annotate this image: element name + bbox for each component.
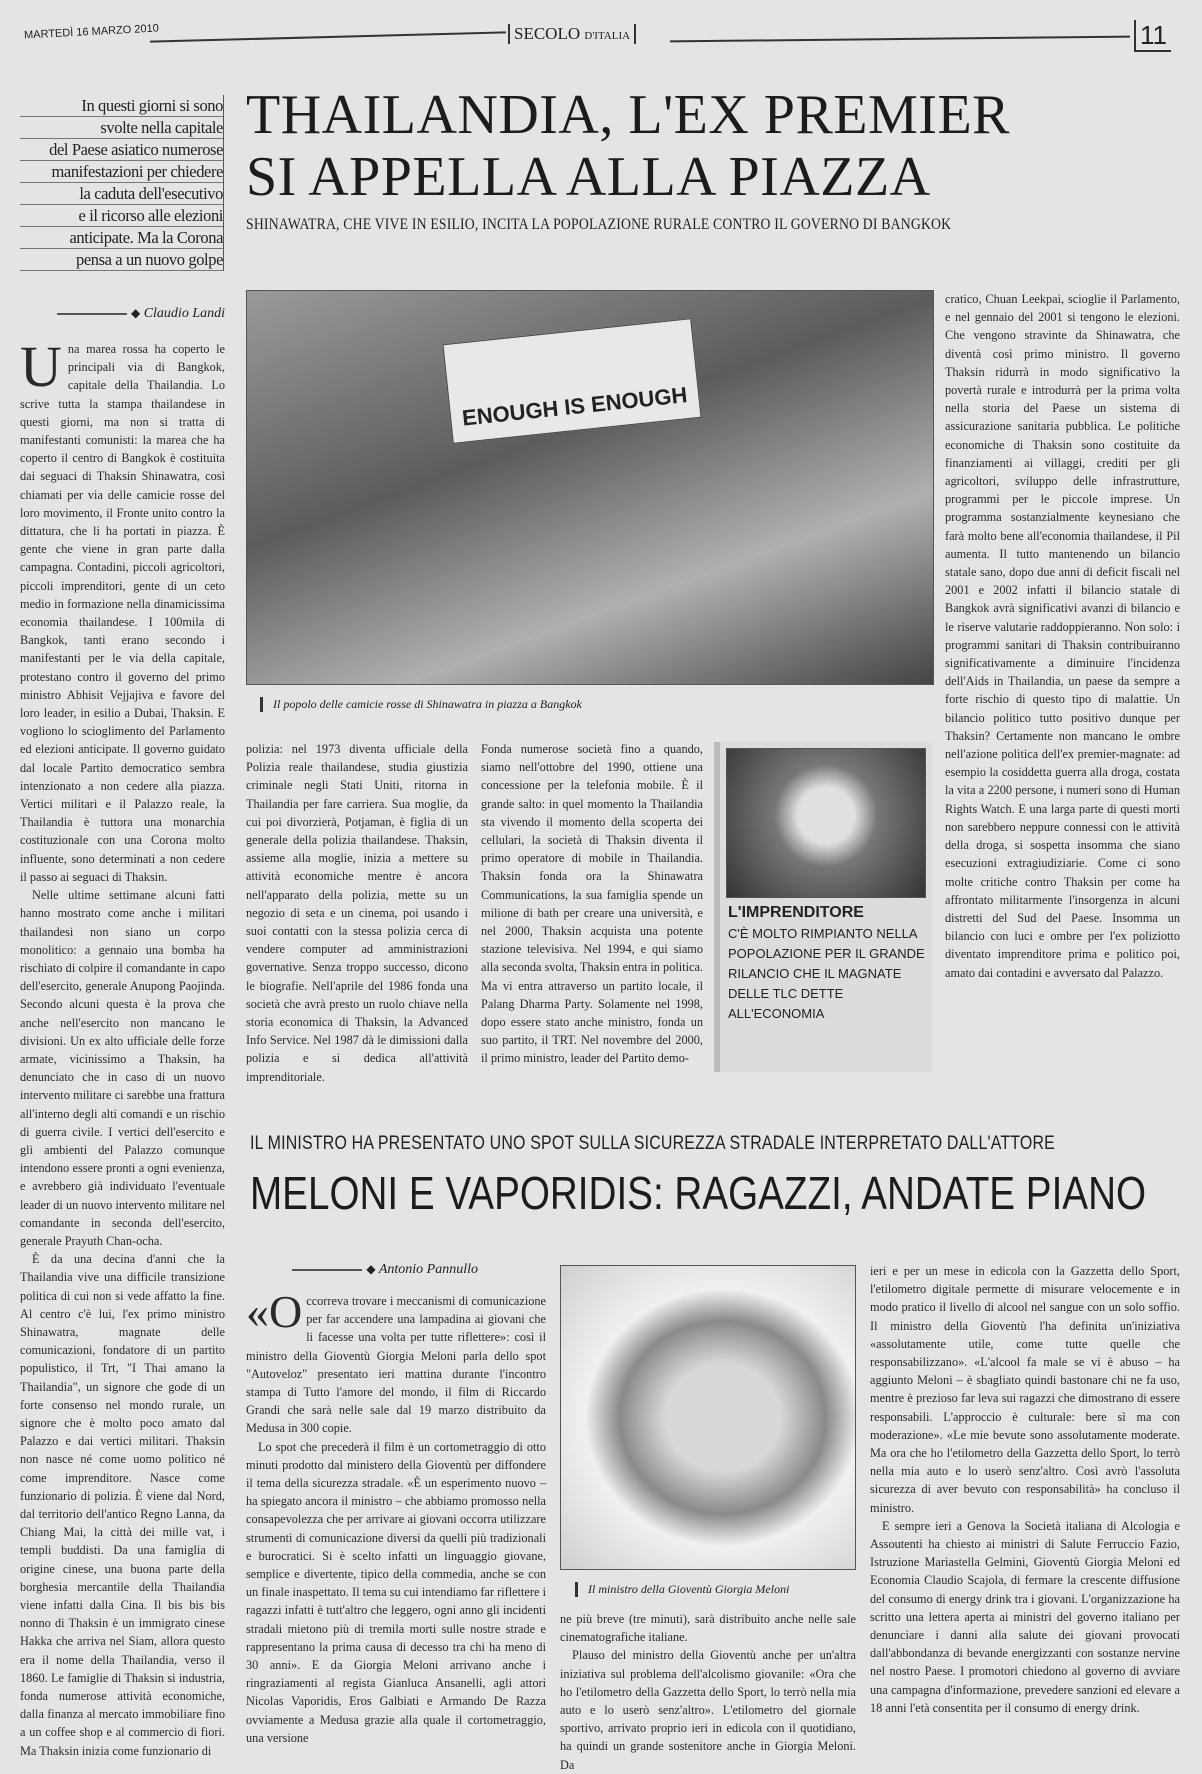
paragraph: polizia: nel 1973 diventa ufficiale della Polizia reale thailandese, studia giustizia criminale negli Stati Uniti, ritorna in Thailandia per fare carriera. Sua moglie, da cui poi divorzierà, Potjaman, è figlia di un generale della polizia thailandese. Thaksin, assieme alla moglie, inizia a mettere su attività economiche mentre è ancora nell'apparato della polizia, mette su un negozio di seta e un cinema, poi usando i suoi contatti con la stessa polizia cerca di vendere computer ad amministrazioni governative. Senza troppo successo, dicono le biografie. Nell'aprile del 1986 fonda una società che avrà presto un ruolo chiave nella storia economica di Thaksin, la Advanced Info Service. Nel 1987 dà le dimissioni dalla polizia e si dedica all'attività imprenditoriale. [246,742,468,1084]
header-rule-left [150,31,506,42]
author-name: Claudio Landi [143,306,225,321]
article-column-1 [20,334,225,1758]
drop-cap: U [20,334,62,399]
box-text: C'È MOLTO RIMPIANTO NELLA POPOLAZIONE PER IL GRANDE RILANCIO CHE IL MAGNATE DELLE TLC DETTE ALL'ECONOMIA [728,926,925,1021]
sidebar-box [714,742,932,1072]
article2-column-1 [246,1286,546,1747]
subtitle: SHINAWATRA, CHE VIVE IN ESILIO, INCITA LA POPOLAZIONE RURALE CONTRO IL GOVERNO DI BANGKOK [246,216,952,233]
minister-photo [560,1265,856,1570]
headline-line: SI APPELLA ALLA PIAZZA [246,146,931,208]
headline [246,84,1010,208]
sign-text: ENOUGH IS ENOUGH [460,382,689,431]
paragraph: Plauso del ministro della Gioventù anche per un'altra iniziativa sul problema dell'alcolismo giovanile: «Ora che ho l'etilometro della Gazzetta dello Sport, lo terrò nella mia auto e lo userò senz'altro». L'etilometro del giornale sportivo, arrivato proprio ieri in edicola con il quotidiano, ha quindi un grande sostenitore anche in Giorgia Meloni. Da [560,1648,856,1772]
paragraph: cratico, Chuan Leekpai, scioglie il Parlamento, e nel gennaio del 2001 si tengono le elezioni. Che vengono stravinte da Shinawatra, che diventà così primo ministro. Il governo Thaksin ridurrà in modo significativo la povertà rurale e introdurrà per la prima volta nella storia del Paese un sistema di assicurazione sanitaria pubblica. Le politiche economiche di Thaksin sono costituite da finanziamenti ai villaggi, crediti per gli agricoltori, sviluppo delle infrastrutture, programmi per le piccole imprese. Un programma sostanzialmente keynesiano che farà molto bene all'economia thailandese, il Pil aumenta. Il tutto mantenendo un bilancio statale sano, dopo due anni di deficit fiscali nel 2001 e 2002 infatti il bilancio statale di Bangkok avrà significativi avanzi di bilancio e le riserve valutarie raddoppieranno. Non solo: i programmi sanitari di Thaksin contribuiranno significativamente a diminuire l'incidenza dell'Aids in Thailandia, un paese da sempre a forte rischio di questo tipo di malattie. Un bilancio politico tutto positivo dunque per Thaksin? Certamente non mancano le ombre nell'azione politica dell'ex premier-magnate: ad esempio la cosiddetta guerra alla droga, costata la vita a 2200 persone, i numeri sono di Human Rights Watch. E una larga parte di questi morti non sarebbero neppure connessi con le attività della droga, si sospetta insomma che siano esecuzioni extragiudiziarie. Come ci sono molte critiche contro Thaksin per come ha affrontato militarmente l'insorgenza in alcuni distretti del Sud del Paese. Insomma un bilancio con luci e ombre per l'ex poliziotto diventato imprenditore prima e politico poi, amato dai contadini e avversato dal Palazzo. [945,292,1180,980]
article-deck [20,95,224,271]
newspaper-name [508,24,636,44]
paragraph: Lo spot che precederà il film è un cortometraggio di otto minuti prodotto dal ministero della Gioventù per diffondere il tema della sicurezza stradale. «È un esperimento nuovo – ha spiegato ancora il ministro – che abbiamo promosso nella consapevolezza che per arrivare ai giovani occorra utilizzare strumenti di comunicazione diversi da quelli più tradizionali e burocratici. Si è scelto infatti un linguaggio giovane, semplice e divertente, tipico della commedia, anche se con un finale inaspettato. Il tema su cui intendiamo far riflettere i ragazzi infatti è tutt'altro che leggero, ogni anno gli incidenti stradali mietono più di tremila morti sulle nostre strade e rappresentano la prima causa di decesso tra chi ha meno di 30 anni». E da Giorgia Meloni arrivano anche i ringraziamenti al regista Gianluca Ansanelli, agli attori Nicolas Vaporidis, Eros Galbiati e Armando De Razza ovviamente a Medusa grazie alla quale il cortometraggio, una versione [246,1439,546,1745]
photo-caption: Il ministro della Gioventù Giorgia Meloni [575,1582,865,1597]
article2-kicker: IL MINISTRO HA PRESENTATO UNO SPOT SULLA SICUREZZA STRADALE INTERPRETATO DALL'ATTORE [250,1133,1055,1154]
protest-photo [246,290,934,685]
article2-headline: MELONI E VAPORIDIS: RAGAZZI, ANDATE PIANO [250,1167,1147,1219]
article-column-3 [481,740,703,1105]
paragraph: ccorreva trovare i meccanismi di comunicazione per far accendere una lampadina ai giovani che li facesse una volta per tutte riflettere»: così il ministro della Gioventù Giorgia Meloni parla dello spot "Autoveloz" presentato ieri mattina durante l'incontro stampa di Tutto l'amore del mondo, il film di Riccardo Grandi che sarà nelle sale dal 19 marzo distribuito da Medusa in 300 copie. [246,1294,546,1436]
paragraph: na marea rossa ha coperto le principali via di Bangkok, capitale della Thailandia. Lo scrive tutta la stampa thailandese in questi giorni, ma non si tratta di manifestanti comunisti: la marea che ha coperto il centro di Bangkok è costituita dai seguaci di Thaksin Shinawatra, così chiamati per via delle camicie rosse del loro movimento, il Fronte unito contro la dittatura, che li ha portati in piazza. È gente che viene in gran parte dalla campagna. Contadini, piccoli agricoltori, piccoli imprenditori, gente di un ceto medio in formazione nella dinamicissima economia thailandese. I 100mila di Bangkok, tanti erano secondo i manifestanti per le via della capitale, protestano contro il governo del primo ministro Abhisit Vejjajiva e favore del loro leader, in esilio a Dubai, Thaksin. E vogliono lo scioglimento del Parlamento ed elezioni anticipate. Il governo guidato dal locale Partito democratico sembra intenzionato a non cedere alla piazza. Vertici militari e il Palazzo reale, la Thailandia è tuttora una monarchia costituzionale con una Corona molto influente, sono determinati a non cedere il passo ai seguaci di Thaksin. [20,342,225,884]
deck-line: anticipate. Ma la Corona [20,227,223,249]
portrait-photo [726,748,926,898]
article-column-2 [246,740,468,1105]
paragraph: ne più breve (tre minuti), sarà distribuito anche nelle sale cinematografiche italiane. [560,1612,856,1645]
deck-line: svolte nella capitale [20,117,223,139]
headline-line: THAILANDIA, L'EX PREMIER [246,84,1011,146]
article2-column-2 [560,1610,856,1772]
deck-line: e il ricorso alle elezioni [20,205,223,227]
page-number: 11 [1134,20,1171,52]
photo-caption: Il popolo delle camicie rosse di Shinawatra in piazza a Bangkok [260,697,860,712]
deck-line: pensa a un nuovo golpe [20,249,223,271]
paper-name-small: D'ITALIA [584,30,631,42]
deck-line: In questi giorni si sono [20,95,223,117]
article-column-4 [945,290,1180,1105]
issue-date: MARTEDÌ 16 MARZO 2010 [23,22,160,42]
paragraph: ieri e per un mese in edicola con la Gazzetta dello Sport, l'etilometro digitale permette di misurare velocemente e in modo pratico il livello di alcool nel sangue con un solo soffio. Il ministro della Gioventù l'ha definita un'iniziativa «assolutamente utile, come tutte quelle che responsabilizzano». «L'alcool fa male se vi è abuso – ha aggiunto Meloni – è sbagliato quindi bastonare chi ne fa uso, mentre è prezioso far leva sui ragazzi che dimostrano di essere responsabili. L'approccio è culturale: bere sì ma con moderazione». «Le mie bevute sono assolutamente moderate. Ma ora che ho l'etilometro della Gazzetta dello Sport, lo terrò nella mia auto e lo userò senz'altro. Così avrò l'assoluta sicurezza di aver bevuto con responsabilità» ha concluso il ministro. [870,1264,1180,1515]
paragraph: Nelle ultime settimane alcuni fatti hanno mostrato come anche i militari thailandesi non siano un corpo monolitico: a gennaio una bomba ha rischiato di colpire il comandante in capo dell'esercito, generale Anupong Paojinda. Secondo alcuni questa è la prova che anche nell'esercito non mancano le divisioni. Un ex alto ufficiale delle forze armate, vicinissimo a Thaksin, ha denunciato che in caso di un nuovo intervento militare ci sarebbe una frattura all'interno degli alti comandi e un rischio di guerra civile. I vertici dell'esercito e gli ambienti del Palazzo comunque intendono essere pronti a ogni evenienza, e avrebbero già individuato l'eventuale leader di un nuovo intervento militare nel comandante in seconda dell'esercito, generale Prayuth Chan-ocha. [20,888,225,1248]
deck-line: del Paese asiatico numerose [20,139,223,161]
box-title: L'IMPRENDITORE [728,904,864,921]
quote-mark: «O [246,1286,303,1337]
deck-line: la caduta dell'esecutivo [20,183,223,205]
paragraph: È da una decina d'anni che la Thailandia vive una difficile transizione politica di cui non si vede affatto la fine. Al centro c'è lui, l'ex primo ministro Shinawatra, magnate delle comunicazioni, fondatore di un partito populistico, il Trt, "I Thai amano la Thailandia", un signore che gode di un forte consenso nel mondo rurale, un signore che è molto poco amato dal Palazzo e dai vertici militari. Thaksin non nasce né come uomo politico né come imprenditore. Nasce come funzionario di polizia. È viene dal Nord, dal territorio dell'antico Regno Lanna, da Chiang Mai, la città dei mille vat, i templi buddisti. Da una famiglia di origine cinese, una buona parte della borghesia mercantile della Thailandia viene infatti dalla Cina. Il bis bis bis nonno di Thaksin è un immigrato cinese Hakka che arriva nel Siam, allora questo era il nome della Thailandia, verso il 1860. Le famiglie di Thaksin si industria, fonda numerose attività economiche, dalla finanza al mercato immobiliare fino a un coffee shop e al commercio di fiori. Ma Thaksin inizia come funzionario di [20,1252,225,1758]
article2-column-3 [870,1262,1180,1747]
deck-line: manifestazioni per chiedere [20,161,223,183]
paragraph: Fonda numerose società fino a quando, siamo nell'ottobre del 1990, ottiene una concessione per la telefonia mobile. È il grande salto: in quel momento la Thailandia sta vivendo il momento della scoperta dei cellulari, la società di Thaksin diventa il primo operatore di mobile in Thailandia. Thaksin fonda ora la Shinawatra Communications, la sua famiglia spende un milione di bath per creare una università, e nel 2000, Thaksin acquista una potente stazione televisiva. Nel 1994, e qui siamo alla seconda svolta, Thaksin entra in politica. Ma vi entra attraverso un partito locale, il Palang Dharma Party. Solamente nel 1998, dopo essere stato anche ministro, fonda un suo partito, il TRT. Nel novembre del 2000, il primo ministro, leader del Partito demo- [481,742,703,1066]
protest-sign [442,318,701,444]
author-name: Antonio Pannullo [378,1262,478,1277]
paper-name: SECOLO [514,24,581,43]
header-rule-right [670,36,1130,43]
paragraph: E sempre ieri a Genova la Società italiana di Alcologia e Assoutenti ha chiesto ai ministri di Salute Ferruccio Fazio, Istruzione Mariastella Gelmini, Gioventù Giorgia Meloni ed Economia Claudio Scajola, di fermare la crescente diffusione del consumo di energy drink tra i giovani. L'organizzazione ha scritto una lettera aperta ai ministri del governo italiano per denunciare i danni alla salute dei giovani provocati dall'abbondanza di bevande energizzanti con sostanze nervine nel nostro Paese. I promotori chiedono al governo di avviare una campagna d'informazione, prevedere sanzioni ed elevare a 18 anni l'età consentita per il consumo di energy drink. [870,1518,1180,1715]
author-byline: ◆ Antonio Pannullo [246,1262,478,1278]
author-byline: ◆ Claudio Landi [20,306,225,322]
